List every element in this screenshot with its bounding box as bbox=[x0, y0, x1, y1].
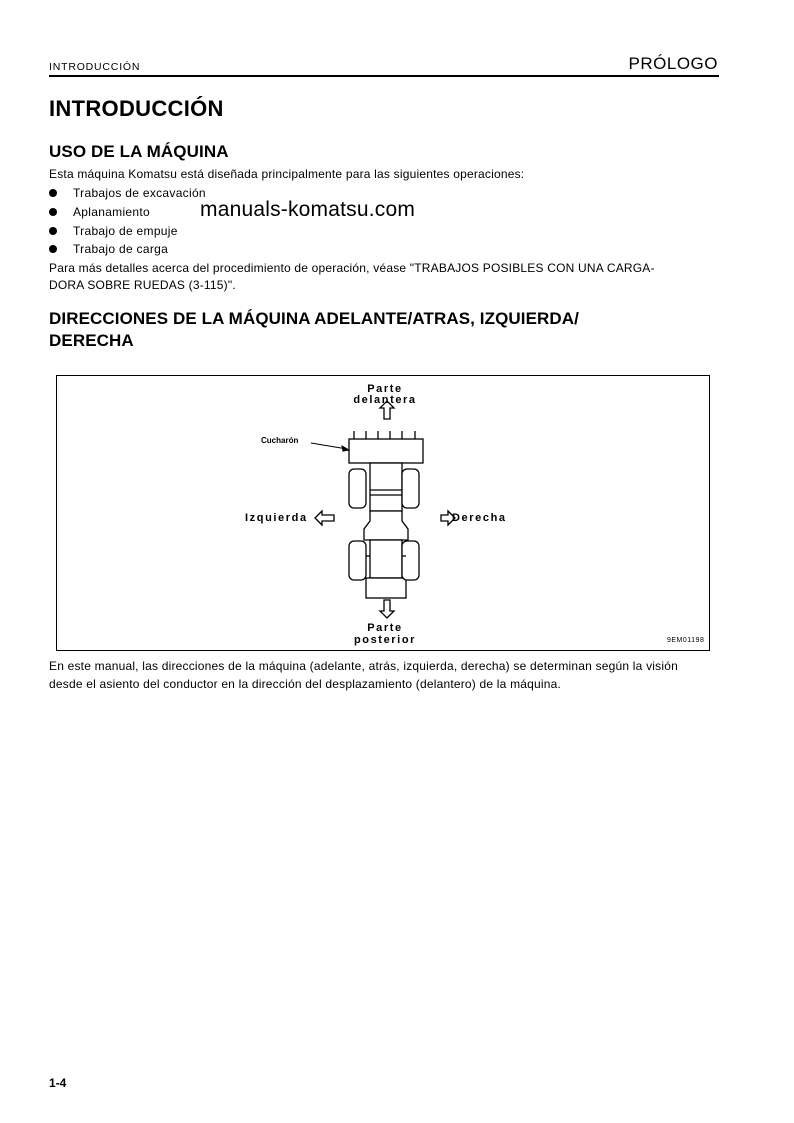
list-item: Trabajo de carga bbox=[49, 240, 206, 259]
header-section-label: INTRODUCCIÓN bbox=[49, 61, 141, 73]
explanation-line2: desde el asiento del conductor en la dirección del desplazamiento (delantero) de la máquina. bbox=[49, 677, 562, 691]
explanation-line1: En este manual, las direcciones de la máquina (adelante, atrás, izquierda, derecha) se determinan según la visión bbox=[49, 659, 678, 673]
bullet-icon bbox=[49, 245, 57, 253]
left-label: Izquierda bbox=[245, 512, 308, 524]
front-right-tire-shape bbox=[402, 469, 419, 508]
left-arrow-icon bbox=[315, 511, 334, 525]
list-item: Aplanamiento bbox=[49, 203, 206, 222]
bullet-icon bbox=[49, 208, 57, 216]
uso-details-line1: Para más detalles acerca del procedimiento de operación, véase "TRABAJOS POSIBLES CON UNA CARGA- bbox=[49, 261, 655, 275]
rear-label-line1: Parte bbox=[367, 622, 403, 634]
rear-frame-shape bbox=[370, 540, 402, 578]
rear-left-tire-shape bbox=[349, 541, 366, 580]
section-heading-direcciones-line1: DIRECCIONES DE LA MÁQUINA ADELANTE/ATRAS, IZQUIERDA/ bbox=[49, 309, 579, 328]
section-heading-direcciones-line2: DERECHA bbox=[49, 331, 134, 350]
header-divider bbox=[49, 75, 719, 77]
counterweight-shape bbox=[366, 578, 406, 598]
uso-details-line2: DORA SOBRE RUEDAS (3-115)". bbox=[49, 278, 236, 292]
front-label-line1: Parte bbox=[367, 383, 403, 395]
right-label: Derecha bbox=[452, 512, 507, 524]
direction-diagram bbox=[56, 375, 710, 651]
operations-list bbox=[49, 184, 206, 259]
rear-label-line2: posterior bbox=[353, 634, 417, 646]
bucket-leader-arrowhead bbox=[342, 446, 349, 451]
list-item: Trabajo de empuje bbox=[49, 221, 206, 240]
bucket-shape bbox=[349, 439, 423, 463]
rear-right-tire-shape bbox=[402, 541, 419, 580]
loader-top-view-illustration bbox=[57, 376, 709, 650]
bucket-teeth-shape bbox=[354, 431, 415, 439]
header-chapter-label: PRÓLOGO bbox=[628, 54, 718, 73]
page-number: 1-4 bbox=[49, 1076, 67, 1090]
watermark-text: manuals-komatsu.com bbox=[200, 198, 416, 221]
figure-code: 9EM01198 bbox=[667, 637, 705, 644]
front-label-line2: delantera bbox=[353, 394, 417, 406]
rear-arrow-icon bbox=[380, 600, 394, 618]
bullet-icon bbox=[49, 227, 57, 235]
section-heading-uso: USO DE LA MÁQUINA bbox=[49, 142, 229, 161]
bullet-icon bbox=[49, 189, 57, 197]
front-frame-shape bbox=[370, 463, 402, 511]
bucket-label: Cucharón bbox=[261, 436, 299, 445]
articulation-shape bbox=[364, 511, 408, 540]
list-item: Trabajos de excavación bbox=[49, 184, 206, 203]
page-title: INTRODUCCIÓN bbox=[49, 96, 224, 121]
uso-intro-text: Esta máquina Komatsu está diseñada principalmente para las siguientes operaciones: bbox=[49, 167, 525, 181]
front-left-tire-shape bbox=[349, 469, 366, 508]
